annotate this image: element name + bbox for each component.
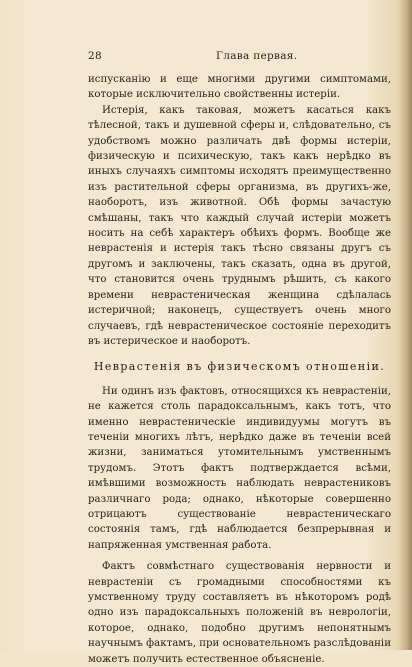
paragraph-hysteria: Истерія, какъ таковая, можетъ касаться какъ тѣлесной, такъ и душевной сферы и, слѣдовательно, съ удобствомъ можно различать двѣ формы истеріи, физическую и психическую, такъ какъ нерѣдко въ иныхъ случаяхъ симптомы исходятъ преимущественно изъ растительной сферы организма, въ другихъ-же, наоборотъ, изъ животной. Обѣ формы зачастую смѣшаны, такъ что каждый случай истеріи можетъ носить на себѣ характеръ обѣихъ формъ. Вообще же неврастенія и истерія такъ тѣсно связаны другъ съ другомъ и заключены, такъ сказать, одна въ другой, что становится очень труднымъ рѣшить, съ какого времени неврастеническая женщина сдѣлалась истеричной; наконецъ, существуетъ очень много случаевъ, гдѣ неврастеническое состояніе переходитъ въ истерическое и наоборотъ. xyxy=(88,104,391,347)
paragraph-section-1: Ни одинъ изъ фактовъ, относящихся къ неврастеніи, не кажется столь парадоксальнымъ, какъ тотъ, что именно неврастеническіе индивидуумы могутъ въ теченіи многихъ лѣтъ, нерѣдко даже въ теченіи всей жизни, заниматься утомительнымъ умственнымъ трудомъ. Этотъ фактъ подтверждается всѣми, имѣвшими возможность наблюдать неврастениковъ различнаго рода; однако, нѣкоторые совершенно отрицаютъ существованіе неврастеническаго состоянія тамъ, гдѣ наблюдается безпрерывная и напряженная умственная работа. xyxy=(88,385,391,551)
page-header xyxy=(88,50,388,66)
page-number: 28 xyxy=(88,50,102,62)
paragraph-continued: испусканію и еще многими другими симптомами, которые исключительно свойственны истеріи. xyxy=(88,74,391,101)
page-edge-shadow xyxy=(398,0,412,650)
running-head: Глава первая. xyxy=(216,50,298,62)
section-heading: Неврастенія въ физическомъ отношеніи. xyxy=(93,360,386,374)
page-body xyxy=(88,72,391,667)
paragraph-section-2: Фактъ совмѣстнаго существованія нервности и неврастеніи съ громадными способностями къ умственному труду составляетъ въ нѣкоторомъ родѣ одно изъ парадоксальныхъ положеній въ неврологіи, которое, однако, подобно другимъ непонятнымъ научнымъ фактамъ, при основательномъ разслѣдованіи можетъ получить естественное объясненіе. xyxy=(88,561,391,665)
